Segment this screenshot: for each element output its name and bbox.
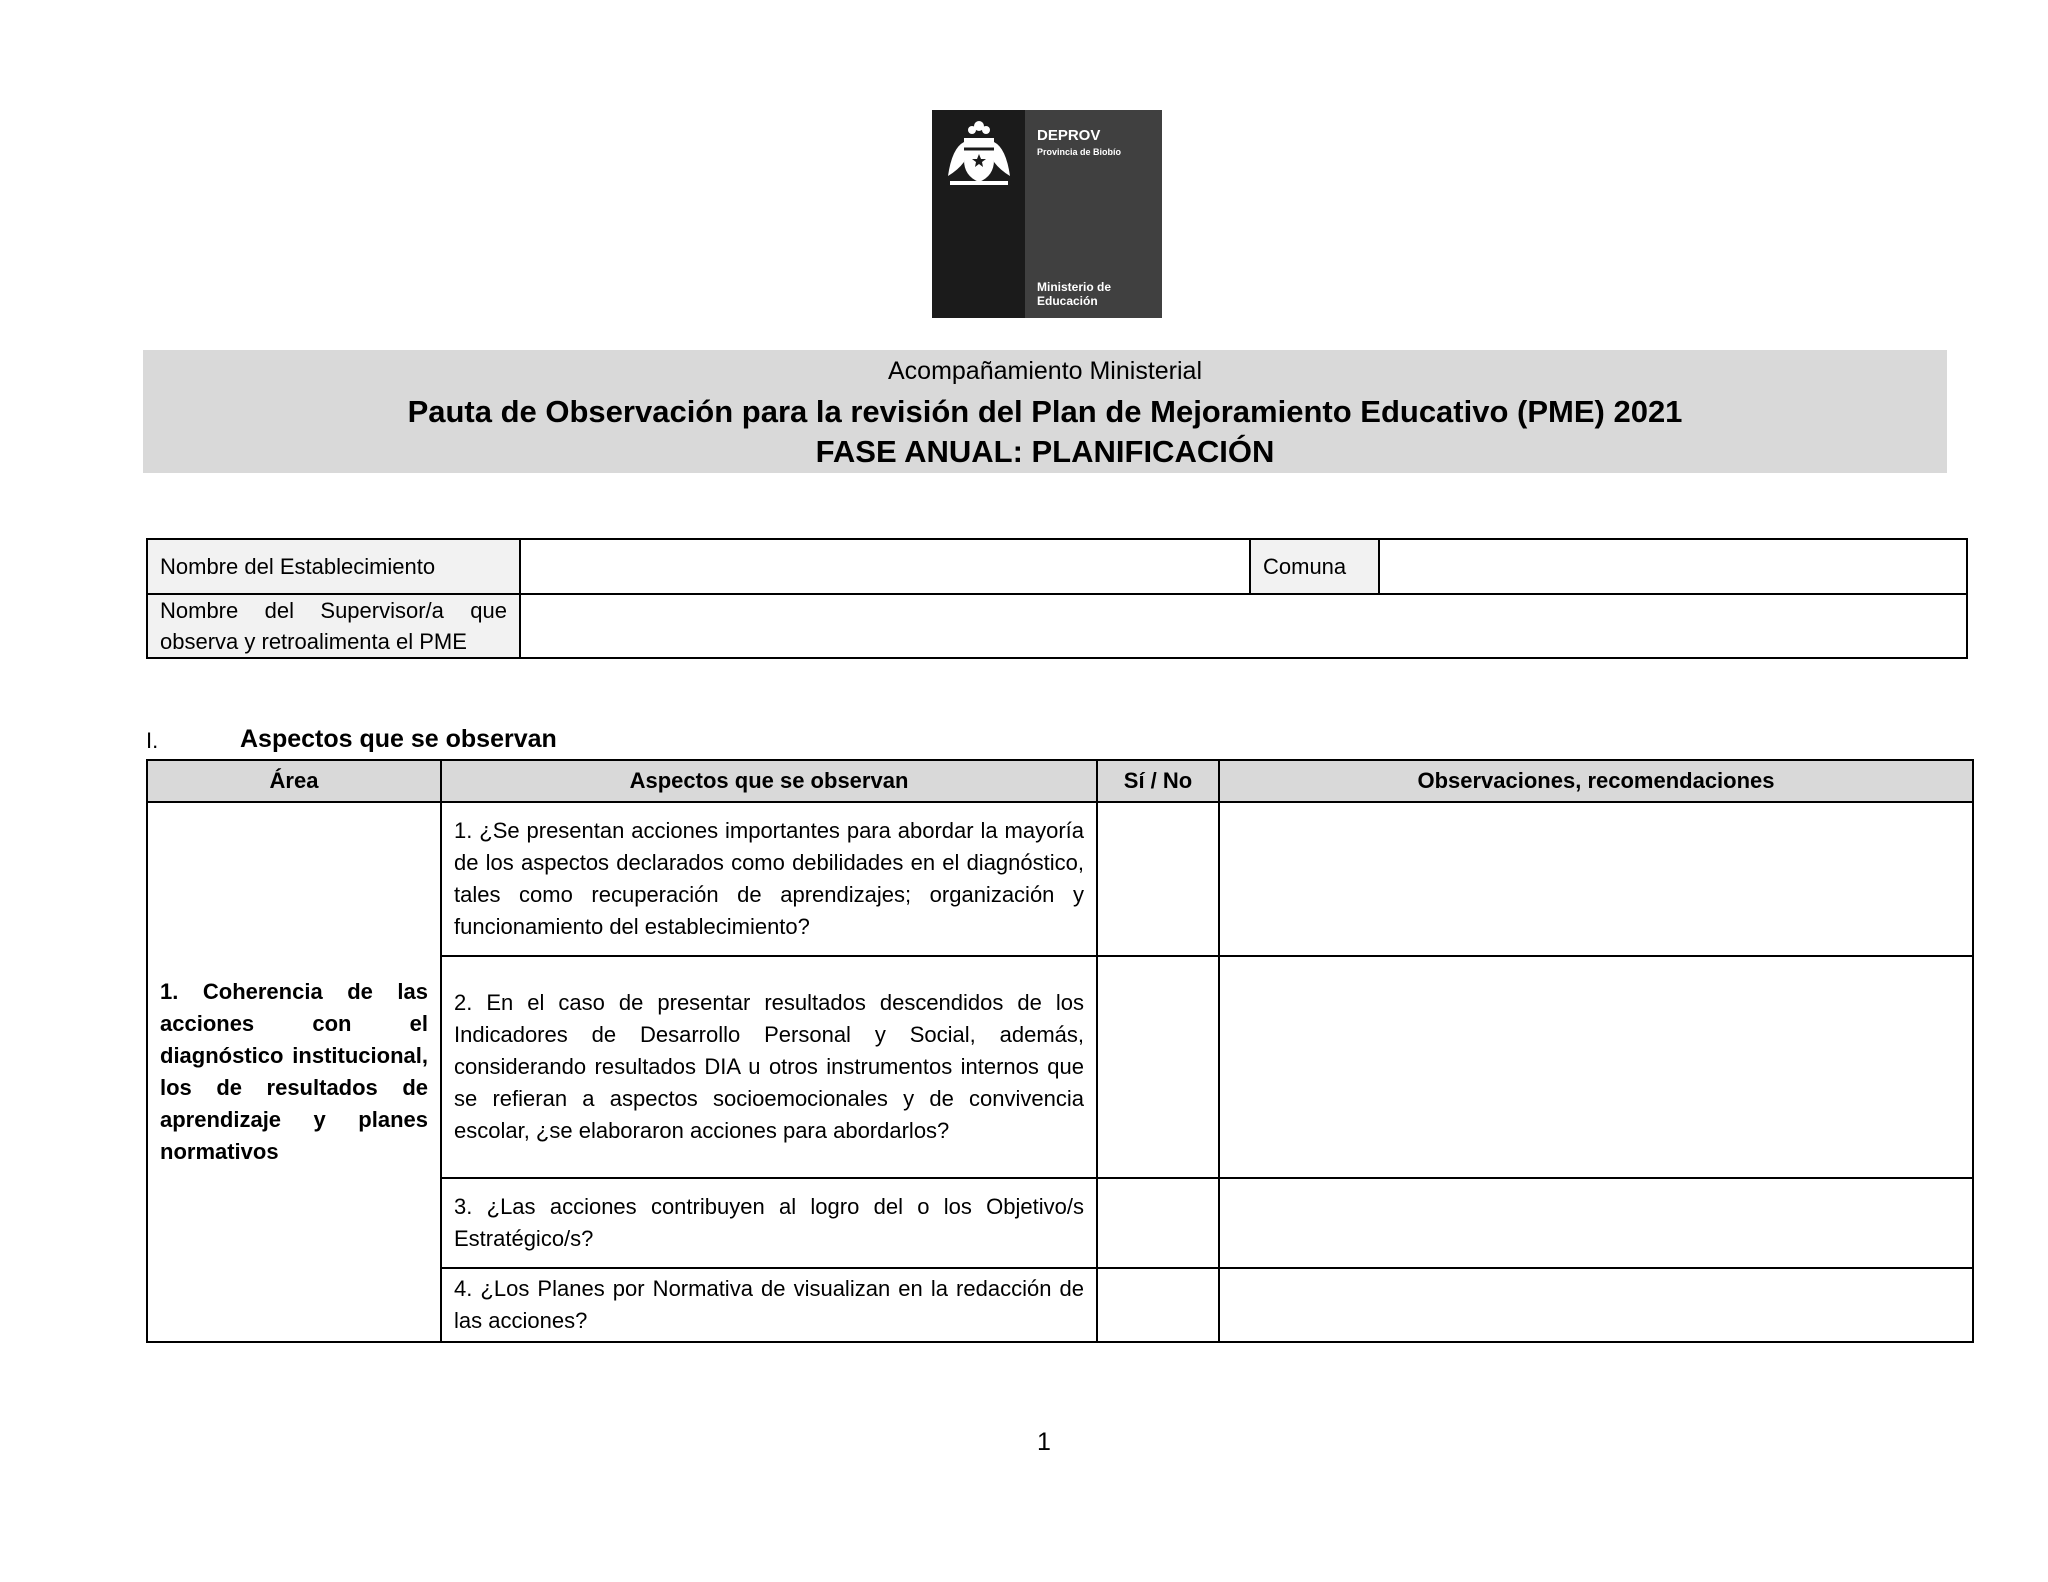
document-title: Pauta de Observación para la revisión del Plan de Mejoramiento Educativo (PME) 2021: [407, 394, 1683, 429]
supervisor-field[interactable]: [520, 594, 1967, 658]
comuna-field[interactable]: [1379, 539, 1967, 594]
supervisor-label: [147, 594, 520, 658]
document-phase: FASE ANUAL: PLANIFICACIÓN: [815, 434, 1275, 469]
comuna-label: Comuna: [1250, 539, 1379, 594]
info-row-supervisor: [147, 594, 1967, 658]
observations-cell[interactable]: [1219, 1178, 1973, 1268]
section-title: Aspectos que se observan: [240, 725, 557, 753]
deprov-logo: [932, 110, 1162, 318]
yes-no-cell[interactable]: [1097, 802, 1219, 956]
logo-org-name: DEPROV: [1037, 127, 1101, 144]
header-area: Área: [147, 760, 441, 802]
aspect-cell: 3. ¿Las acciones contribuyen al logro del o los Objetivo/s Estratégico/s?: [441, 1178, 1097, 1268]
yes-no-cell[interactable]: [1097, 956, 1219, 1178]
area-cell: 1. Coherencia de las acciones con el diagnóstico institucional, los de resultados de aprendizaje y planes normativos: [147, 802, 441, 1342]
establishment-label: Nombre del Establecimiento: [147, 539, 520, 594]
supervisor-label-line2: observa y retroalimenta el PME: [160, 629, 467, 654]
observations-cell[interactable]: [1219, 1268, 1973, 1342]
aspect-cell: 2. En el caso de presentar resultados descendidos de los Indicadores de Desarrollo Personal y Social, además, considerando resultados DIA u otros instrumentos internos que se refieran a aspectos socioemocionales y de convivencia escolar, ¿se elaboraron acciones para abordarlos?: [441, 956, 1097, 1178]
header-observations: Observaciones, recomendaciones: [1219, 760, 1973, 802]
title-banner: [143, 350, 1947, 473]
observations-cell[interactable]: [1219, 956, 1973, 1178]
table-row: [147, 802, 1973, 956]
header-yes-no: Sí / No: [1097, 760, 1219, 802]
logo-gray-panel: [1025, 110, 1162, 318]
observation-table: [146, 759, 1974, 1343]
aspect-cell: 1. ¿Se presentan acciones importantes para abordar la mayoría de los aspectos declarados como debilidades en el diagnóstico, tales como recuperación de aprendizajes; organización y funcionamiento del establecimiento?: [441, 802, 1097, 956]
logo-dark-panel: [932, 110, 1025, 318]
info-table: [146, 538, 1968, 659]
aspect-cell: 4. ¿Los Planes por Normativa de visualizan en la redacción de las acciones?: [441, 1268, 1097, 1342]
section-number: I.: [146, 728, 159, 753]
yes-no-cell[interactable]: [1097, 1268, 1219, 1342]
observations-cell[interactable]: [1219, 802, 1973, 956]
establishment-field[interactable]: [520, 539, 1250, 594]
logo-province: Provincia de Biobío: [1037, 147, 1122, 157]
logo-ministry: Ministerio de Educación: [1037, 280, 1112, 308]
info-row-establishment: [147, 539, 1967, 594]
yes-no-cell[interactable]: [1097, 1178, 1219, 1268]
header-aspects: Aspectos que se observan: [441, 760, 1097, 802]
coat-of-arms-icon: [940, 118, 1018, 188]
supervisor-label-line1: Nombre del Supervisor/a que: [160, 598, 507, 623]
table-header-row: [147, 760, 1973, 802]
page-number: 1: [1037, 1428, 1051, 1456]
document-kicker: Acompañamiento Ministerial: [887, 357, 1203, 385]
